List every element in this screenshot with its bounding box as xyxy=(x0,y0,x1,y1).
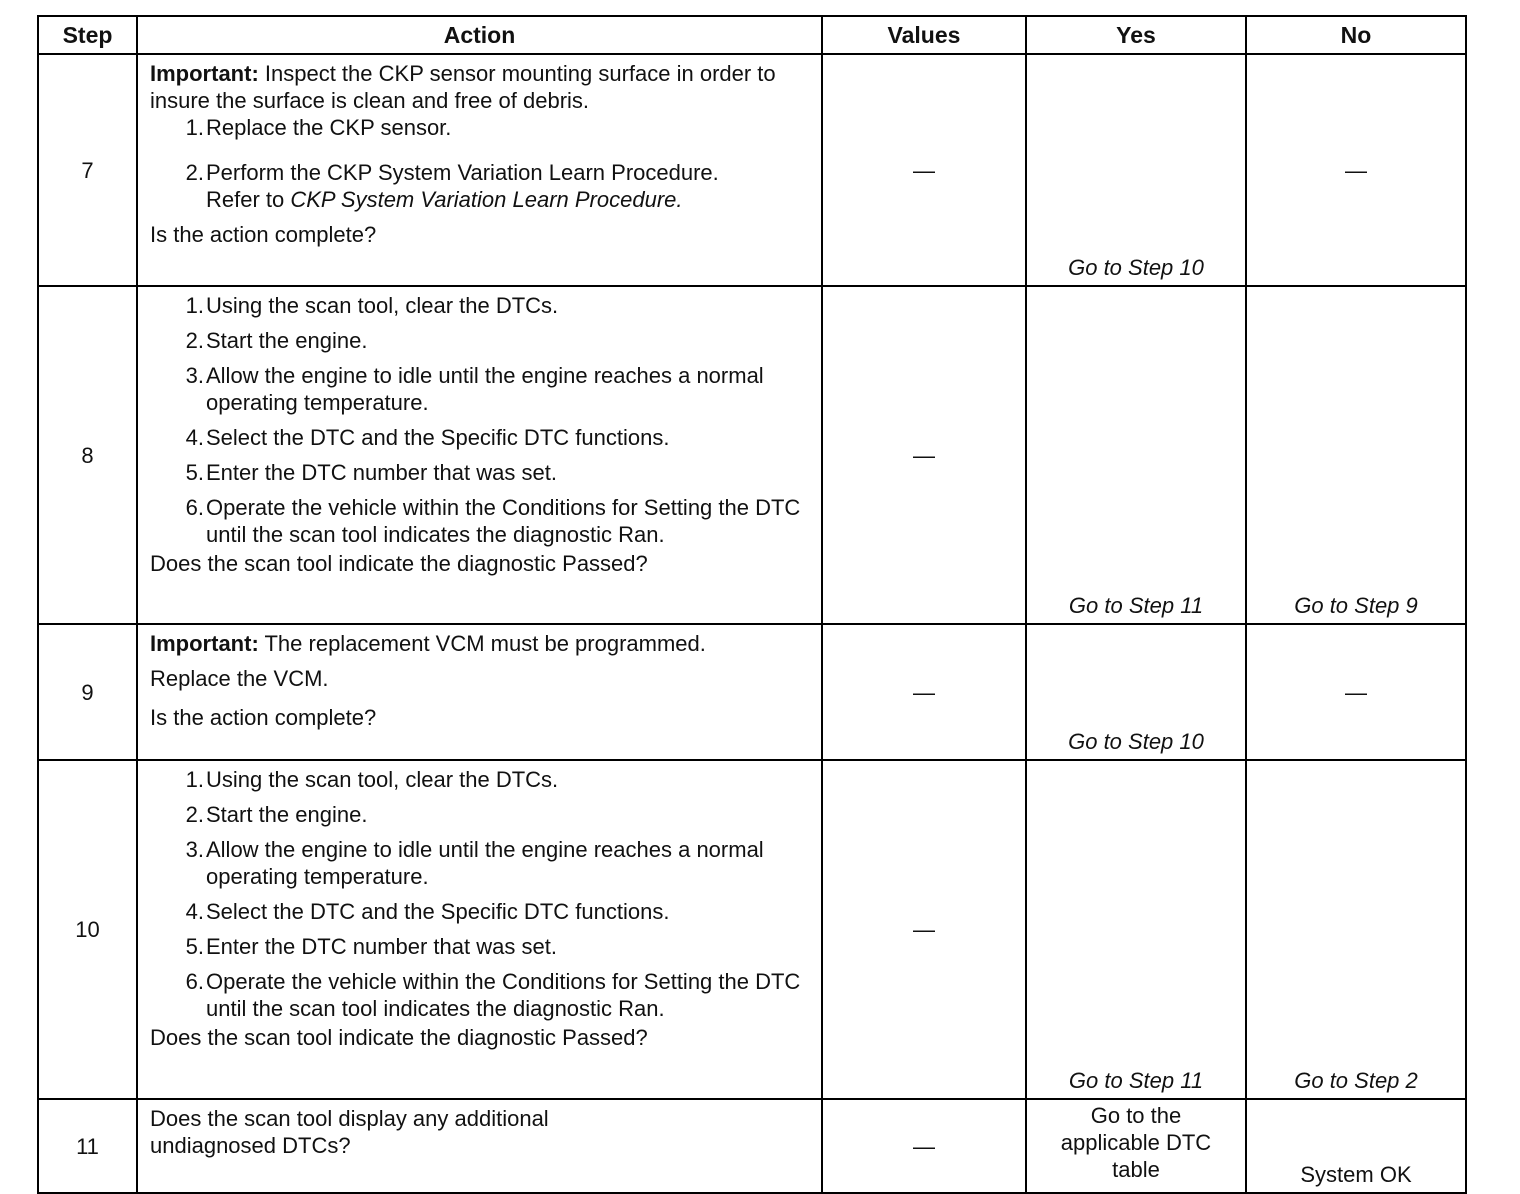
list-item xyxy=(150,159,809,213)
yes-cell xyxy=(1026,1099,1246,1193)
item-number: 1. xyxy=(185,115,204,140)
values-cell: — xyxy=(822,54,1026,286)
action-steps xyxy=(150,766,809,1022)
important-label: Important: xyxy=(150,61,259,86)
yes-cell: Go to Step 10 xyxy=(1026,624,1246,760)
important-text: Inspect the CKP sensor mounting surface in order to insure the surface is clean and free of debris. xyxy=(150,61,776,113)
item-number: 2. xyxy=(185,802,204,827)
table-row-step-11 xyxy=(38,1099,1466,1193)
table-row-step-7 xyxy=(38,54,1466,286)
item-text: Replace the CKP sensor. xyxy=(206,115,452,140)
list-item xyxy=(150,362,809,416)
table-row-step-9 xyxy=(38,624,1466,760)
item-text-line1: Perform the CKP System Variation Learn Procedure. xyxy=(206,160,719,185)
header-values: Values xyxy=(822,16,1026,54)
action-steps xyxy=(150,114,809,213)
item-text: Enter the DTC number that was set. xyxy=(206,460,557,485)
list-item xyxy=(150,459,809,486)
no-cell: Go to Step 9 xyxy=(1246,286,1466,624)
item-number: 6. xyxy=(185,495,204,520)
item-number: 1. xyxy=(185,767,204,792)
item-text: Select the DTC and the Specific DTC functions. xyxy=(206,899,670,924)
no-cell: — xyxy=(1246,54,1466,286)
important-note xyxy=(150,60,809,114)
item-text-reference: CKP System Variation Learn Procedure xyxy=(290,187,677,212)
step-number: 8 xyxy=(38,286,137,624)
item-text: Using the scan tool, clear the DTCs. xyxy=(206,767,559,792)
table-row-step-8 xyxy=(38,286,1466,624)
important-text: The replacement VCM must be programmed. xyxy=(264,631,706,656)
header-no: No xyxy=(1246,16,1466,54)
question-text: Is the action complete? xyxy=(150,705,377,730)
step-number: 10 xyxy=(38,760,137,1099)
yes-text: Go to the applicable DTC table xyxy=(1060,1103,1212,1182)
question-text: Does the scan tool indicate the diagnostic Passed? xyxy=(150,1025,648,1050)
item-number: 5. xyxy=(185,460,204,485)
instruction-text: Replace the VCM. xyxy=(150,666,329,691)
action-cell xyxy=(137,760,822,1099)
no-cell: System OK xyxy=(1246,1099,1466,1193)
list-item xyxy=(150,494,809,548)
important-label: Important: xyxy=(150,631,259,656)
no-cell: — xyxy=(1246,624,1466,760)
no-cell: Go to Step 2 xyxy=(1246,760,1466,1099)
important-note xyxy=(150,630,809,657)
list-item xyxy=(150,114,809,141)
item-text-prefix: Refer to xyxy=(206,187,291,212)
list-item xyxy=(150,327,809,354)
list-item xyxy=(150,292,809,319)
list-item xyxy=(150,424,809,451)
list-item xyxy=(150,898,809,925)
item-text-suffix: . xyxy=(676,187,683,212)
item-number: 4. xyxy=(185,899,204,924)
list-item xyxy=(150,836,809,890)
item-text: Select the DTC and the Specific DTC functions. xyxy=(206,425,670,450)
header-step: Step xyxy=(38,16,137,54)
step-number: 7 xyxy=(38,54,137,286)
step-number: 9 xyxy=(38,624,137,760)
item-text: Start the engine. xyxy=(206,328,368,353)
item-text: Operate the vehicle within the Conditions for Setting the DTC until the scan tool indicates the diagnostic Ran. xyxy=(206,969,801,1021)
step-number: 11 xyxy=(38,1099,137,1193)
values-cell: — xyxy=(822,286,1026,624)
item-number: 6. xyxy=(185,969,204,994)
list-item xyxy=(150,766,809,793)
yes-cell: Go to Step 11 xyxy=(1026,286,1246,624)
header-row xyxy=(38,16,1466,54)
item-text: Allow the engine to idle until the engine reaches a normal operating temperature. xyxy=(206,837,764,889)
item-text: Start the engine. xyxy=(206,802,368,827)
action-cell xyxy=(137,54,822,286)
values-cell: — xyxy=(822,760,1026,1099)
question-text: Does the scan tool display any additional undiagnosed DTCs? xyxy=(150,1106,549,1158)
values-cell: — xyxy=(822,1099,1026,1193)
list-item xyxy=(150,968,809,1022)
action-steps xyxy=(150,292,809,548)
yes-cell: Go to Step 11 xyxy=(1026,760,1246,1099)
item-number: 2. xyxy=(185,160,204,185)
list-item xyxy=(150,801,809,828)
yes-cell: Go to Step 10 xyxy=(1026,54,1246,286)
header-yes: Yes xyxy=(1026,16,1246,54)
values-cell: — xyxy=(822,624,1026,760)
item-text: Operate the vehicle within the Conditions for Setting the DTC until the scan tool indicates the diagnostic Ran. xyxy=(206,495,801,547)
item-number: 2. xyxy=(185,328,204,353)
diagnostic-table xyxy=(37,15,1467,1194)
item-number: 1. xyxy=(185,293,204,318)
header-action: Action xyxy=(137,16,822,54)
item-number: 5. xyxy=(185,934,204,959)
question-text: Is the action complete? xyxy=(150,222,377,247)
item-text xyxy=(206,159,809,213)
item-number: 3. xyxy=(185,837,204,862)
action-cell xyxy=(137,624,822,760)
list-item xyxy=(150,933,809,960)
action-cell xyxy=(137,1099,822,1193)
table-row-step-10 xyxy=(38,760,1466,1099)
question-text: Does the scan tool indicate the diagnostic Passed? xyxy=(150,551,648,576)
item-number: 3. xyxy=(185,363,204,388)
item-text: Allow the engine to idle until the engine reaches a normal operating temperature. xyxy=(206,363,764,415)
item-number: 4. xyxy=(185,425,204,450)
action-cell xyxy=(137,286,822,624)
item-text: Using the scan tool, clear the DTCs. xyxy=(206,293,559,318)
item-text: Enter the DTC number that was set. xyxy=(206,934,557,959)
